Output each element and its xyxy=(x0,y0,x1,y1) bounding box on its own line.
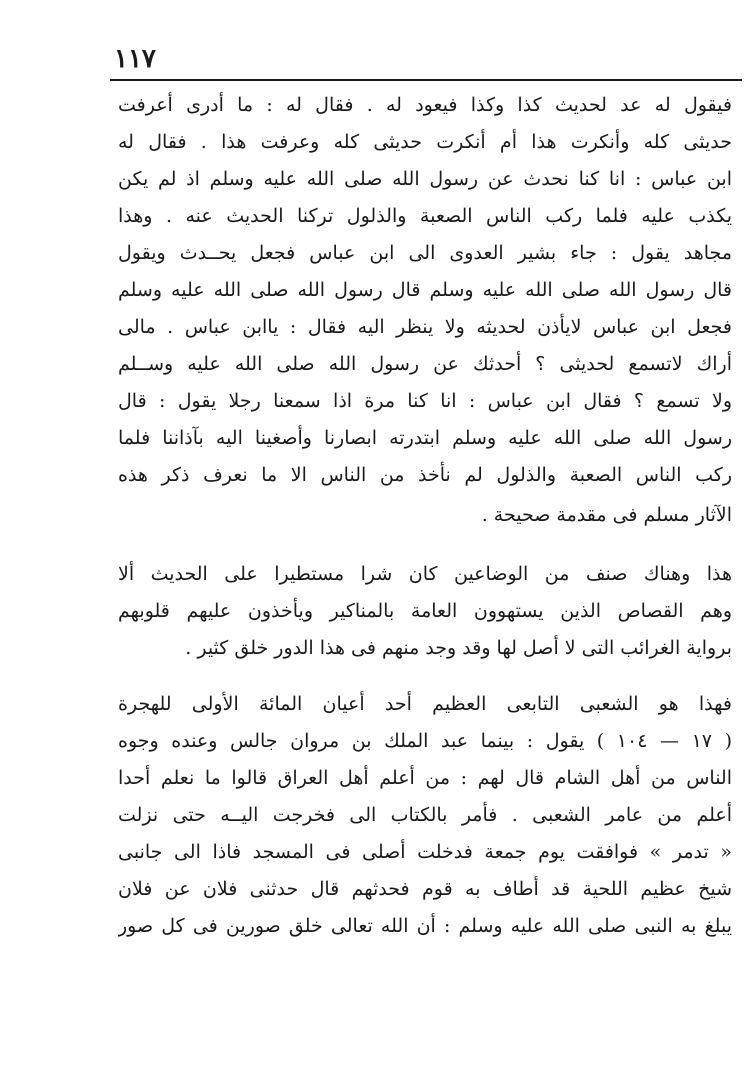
text-line: ولا تسمع ؟ فقال ابن عباس : انا كنا مرة اذا سمعنا رجلا يقول : قال xyxy=(118,390,732,412)
page-number: ١١٧ xyxy=(114,44,156,74)
text-line: أراك لاتسمع لحديثى ؟ أحدثك عن رسول الله صلى الله عليه وســلم xyxy=(118,353,732,375)
text-line: برواية الغرائب التى لا أصل لها وقد وجد منهم فى هذا الدور خلق كثير . xyxy=(185,637,732,659)
text-line: هذا وهناك صنف من الوضاعين كان شرا مستطيرا على الحديث ألا xyxy=(118,563,732,585)
text-line: رسول الله صلى الله عليه وسلم ابتدرته ابصارنا وأصغينا اليه بآذاننا فلما xyxy=(118,427,732,449)
text-line: فجعل ابن عباس لايأذن لحديثه ولا ينظر اليه فقال : ياابن عباس . مالى xyxy=(118,316,732,338)
text-line: يكذب عليه فلما ركب الناس الصعبة والذلول تركنا الحديث عنه . وهذا xyxy=(118,205,732,227)
text-line: مجاهد يقول : جاء بشير العدوى الى ابن عباس فجعل يحــدث ويقول xyxy=(118,242,732,264)
text-line: ركب الناس الصعبة والذلول لم نأخذ من الناس الا ما نعرف ذكر هذه xyxy=(118,464,732,486)
text-line: الآثار مسلم فى مقدمة صحيحة . xyxy=(481,504,732,526)
text-line: الناس من أهل الشام قال لهم : من أعلم أهل العراق قالوا ما نعلم أحدا xyxy=(118,767,732,789)
text-line: وهم القصاص الذين يستهوون العامة بالمناكير ويأخذون عليهم قلوبهم xyxy=(118,600,732,622)
text-line: يبلغ به النبى صلى الله عليه وسلم : أن الله تعالى خلق صورين فى كل صور xyxy=(118,915,732,937)
text-line: ابن عباس : انا كنا نحدث عن رسول الله صلى الله عليه وسلم اذ لم يكن xyxy=(118,168,732,190)
text-line: فيقول له عد لحديث كذا وكذا فيعود له . فقال له : ما أدرى أعرفت xyxy=(118,94,732,116)
text-line: أعلم من عامر الشعبى . فأمر بالكتاب الى فخرجت اليــه حتى نزلت xyxy=(118,804,732,826)
text-line: فهذا هو الشعبى التابعى العظيم أحد أعيان المائة الأولى للهجرة xyxy=(118,693,732,715)
text-line: حديثى كله وأنكرت هذا أم أنكرت حديثى كله وعرفت هذا . فقال له xyxy=(118,131,732,153)
text-line: شيخ عظيم اللحية قد أطاف به قوم فحدثهم قال حدثنى فلان عن فلان xyxy=(118,878,732,900)
text-line: ( ١٧ — ١٠٤ ) يقول : بينما عبد الملك بن مروان جالس وعنده وجوه xyxy=(118,730,732,752)
text-line: « تدمر » فوافقت يوم جمعة فدخلت أصلى فى المسجد فاذا الى جانبى xyxy=(118,841,732,863)
text-line: قال رسول الله صلى الله عليه وسلم قال رسول الله صلى الله عليه وسلم xyxy=(118,279,732,301)
header-rule xyxy=(110,79,742,81)
